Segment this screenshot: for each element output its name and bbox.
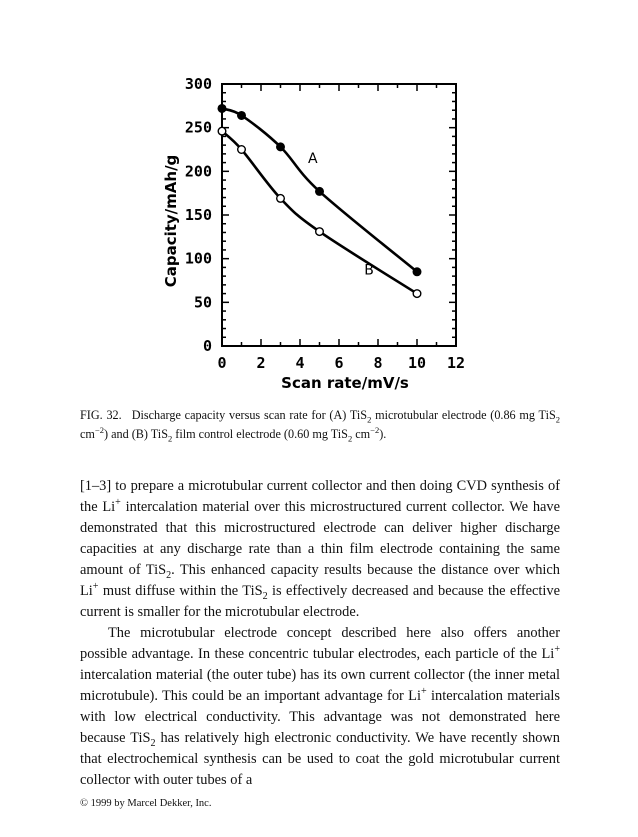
y-tick-label: 50	[193, 293, 212, 312]
text-run: has relatively high electronic conductivity. We have recently shown that electrochemical synthesis can be used to coat the gold microtubular current collector with outer tubes of a	[80, 730, 560, 788]
text-sup: +	[115, 497, 121, 509]
y-tick-label: 0	[202, 337, 212, 355]
plot-frame	[222, 84, 456, 346]
text-run: [1–3] to prepare a microtubular current collector and then doing CVD synthesis of the Li	[80, 478, 560, 515]
data-point-B	[238, 146, 246, 154]
body-text	[80, 476, 560, 791]
text-run: intercalation material over this microstructured current collector. We have demonstrated that this microstructured electrode can deliver higher discharge capacities at any discharge rate than a thin film electrode containing the same amount of TiS	[80, 499, 560, 578]
x-tick-labels	[217, 354, 465, 372]
y-axis-label: Capacity/mAh/g	[162, 154, 180, 288]
capacity-chart	[0, 0, 638, 400]
x-tick-label: 8	[373, 354, 383, 372]
figure-number: FIG. 32.	[80, 408, 122, 422]
caption-text: ) and (B) TiS	[103, 427, 168, 441]
data-point-B	[316, 228, 324, 236]
data-point-B	[277, 195, 285, 203]
caption-sub: 2	[555, 414, 560, 425]
caption-sub: 2	[347, 433, 353, 444]
caption-sup: −2	[370, 424, 380, 435]
data-point-A	[238, 112, 246, 120]
x-axis-label: Scan rate/mV/s	[281, 374, 409, 392]
text-sub: 2	[262, 590, 268, 602]
paragraph-2	[80, 623, 560, 791]
data-point-A	[277, 143, 285, 151]
caption-text: cm	[80, 427, 95, 441]
text-sup: +	[92, 581, 99, 593]
text-run: . This enhanced capacity results because the distance over which Li	[80, 562, 560, 599]
caption-text: Discharge capacity versus scan rate for (A) TiS	[131, 408, 368, 422]
chart-series	[218, 105, 421, 298]
y-tick-label: 200	[184, 162, 212, 181]
data-point-A	[316, 188, 324, 196]
text-run: is effectively decreased and because the effective current is smaller for the microtubular electrode.	[80, 583, 560, 620]
data-point-B	[413, 290, 421, 298]
x-tick-label: 10	[407, 354, 427, 372]
x-tick-label: 12	[446, 354, 466, 372]
y-tick-label: 150	[184, 206, 212, 224]
y-tick-label: 250	[184, 118, 212, 137]
y-tick-labels	[185, 75, 212, 355]
caption-text: ).	[379, 427, 387, 441]
caption-text: film control electrode (0.60 mg TiS	[172, 427, 348, 441]
series-label-A: A	[308, 151, 318, 168]
x-tick-label: 4	[295, 354, 305, 372]
caption-text: cm	[352, 427, 371, 441]
text-sup: +	[420, 686, 427, 698]
text-sup: +	[554, 644, 560, 656]
series-A	[218, 105, 421, 276]
copyright-footer: © 1999 by Marcel Dekker, Inc.	[80, 798, 212, 809]
caption-sub: 2	[367, 414, 372, 425]
series-B	[218, 127, 421, 297]
series-label-B: B	[364, 262, 374, 279]
series-line-B	[222, 131, 417, 293]
x-tick-label: 0	[217, 354, 227, 372]
caption-text: microtubular electrode (0.86 mg TiS	[371, 408, 556, 422]
x-tick-label: 2	[256, 354, 266, 372]
text-sub: 2	[150, 737, 156, 749]
paragraph-1	[80, 476, 560, 623]
caption-sub: 2	[167, 433, 173, 444]
text-run: intercalation material (the outer tube) has its own current collector (the inner metal microtubule). This could be an important advantage for Li	[80, 667, 560, 704]
text-run: must diffuse within the TiS	[98, 583, 263, 599]
data-point-B	[218, 127, 226, 135]
chart-axes	[222, 84, 456, 346]
data-point-A	[413, 268, 421, 276]
text-sub: 2	[166, 569, 172, 581]
text-run: The microtubular electrode concept described here also offers another possible advantage. In these concentric tubular electrodes, each particle of the Li	[80, 625, 560, 662]
data-point-A	[218, 105, 226, 113]
figure-caption	[80, 406, 560, 444]
y-tick-label: 300	[184, 75, 212, 93]
text-run: intercalation materials with low electrical conductivity. This advantage was not demonstrated here because TiS	[80, 688, 560, 746]
y-tick-label: 100	[184, 249, 212, 268]
caption-sup: −2	[94, 424, 104, 435]
x-tick-label: 6	[334, 354, 344, 372]
